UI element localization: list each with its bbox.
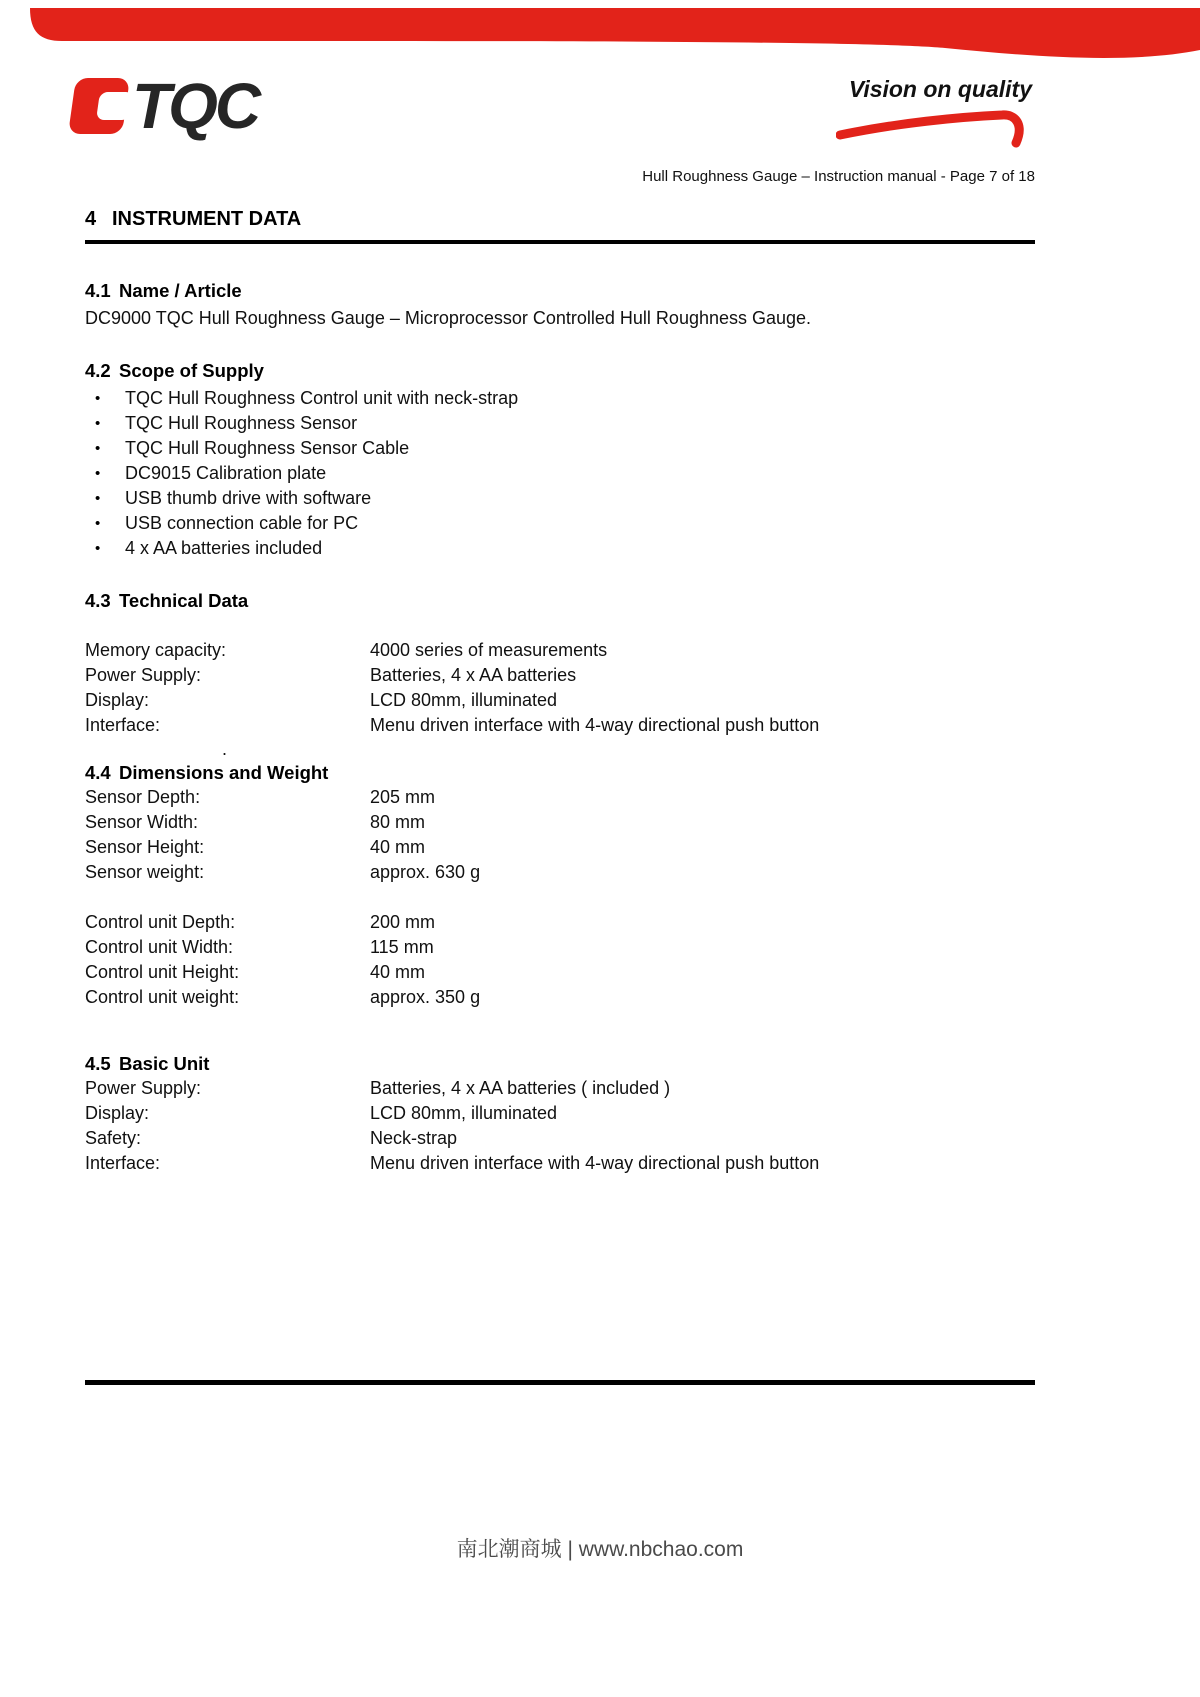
list-item: • USB thumb drive with software [85,486,1035,511]
spec-value: Menu driven interface with 4-way directional push button [370,715,820,735]
subsection-heading-name-article [85,278,1035,303]
spec-value: 115 mm [370,937,434,957]
technical-spec-table [85,638,1035,738]
spec-value: Batteries, 4 x AA batteries [370,665,577,685]
list-item: • TQC Hull Roughness Sensor Cable [85,436,1035,461]
basic-unit-spec-table [85,1076,1035,1176]
spacer [85,1010,1035,1051]
tagline-text: Vision on quality [848,76,1032,102]
spec-label: Display: [85,1103,150,1123]
subsection-title: Scope of Supply [119,360,264,381]
spec-label: Memory capacity: [85,640,227,660]
site-footer-text: 南北潮商城 | www.nbchao.com [456,1538,744,1561]
table-row [85,985,1035,1010]
table-row [85,1126,1035,1151]
list-item: • TQC Hull Roughness Sensor [85,411,1035,436]
tqc-logo-text: TQC [132,70,259,142]
spec-value: Batteries, 4 x AA batteries ( included ) [370,1078,671,1098]
table-row [85,1151,1035,1176]
spec-label: Power Supply: [85,665,202,685]
spec-value: LCD 80mm, illuminated [370,690,558,710]
table-row [85,663,1035,688]
table-row [85,785,1035,810]
spec-label: Interface: [85,1153,161,1173]
tqc-logo-mark-notch [96,92,134,120]
table-row [85,910,1035,935]
list-item: • TQC Hull Roughness Control unit with neck-strap [85,386,1035,411]
spec-value: 4000 series of measurements [370,640,608,660]
spec-label: Sensor Depth: [85,787,201,807]
table-row [85,810,1035,835]
list-item: • 4 x AA batteries included [85,536,1035,561]
spec-value: approx. 350 g [370,987,481,1007]
table-row [85,935,1035,960]
table-row [85,638,1035,663]
tqc-logo [72,70,259,142]
section-title: INSTRUMENT DATA [112,208,302,230]
tagline-swoosh-icon [836,105,1032,149]
name-article-body: DC9000 TQC Hull Roughness Gauge – Microprocessor Controlled Hull Roughness Gauge. [85,308,812,328]
table-row [85,960,1035,985]
subsection-heading-dimensions [85,760,1035,785]
table-row [85,835,1035,860]
table-row [85,860,1035,885]
spec-label: Sensor weight: [85,862,205,882]
spec-label: Control unit Width: [85,937,234,957]
spec-value: 205 mm [370,787,436,807]
subsection-title: Dimensions and Weight [119,762,329,783]
top-banner-shape [0,0,1200,72]
spec-label: Control unit Depth: [85,912,236,932]
scope-list [85,386,1035,561]
table-row [85,1101,1035,1126]
subsection-number: 4.4 [85,762,111,783]
subsection-number: 4.5 [85,1053,111,1074]
subsection-number: 4.2 [85,360,111,381]
content-column [85,207,1035,1176]
spec-value: 80 mm [370,812,426,832]
subsection-heading-basic-unit [85,1051,1035,1076]
spacer [85,885,1035,910]
spec-label: Sensor Width: [85,812,199,832]
sensor-spec-table [85,785,1035,885]
list-item: • USB connection cable for PC [85,511,1035,536]
subsection-number: 4.1 [85,280,111,301]
spacer [85,613,1035,638]
subsection-number: 4.3 [85,590,111,611]
spec-label: Display: [85,690,150,710]
spec-label: Control unit weight: [85,987,240,1007]
spec-value: Menu driven interface with 4-way directional push button [370,1153,820,1173]
spec-value: 40 mm [370,962,426,982]
subsection-title: Basic Unit [119,1053,210,1074]
subsection-heading-technical [85,588,1035,613]
spec-label: Power Supply: [85,1078,202,1098]
spec-value: 40 mm [370,837,426,857]
tagline [812,76,1032,149]
table-row [85,713,1035,738]
list-item: • DC9015 Calibration plate [85,461,1035,486]
spec-value: Neck-strap [370,1128,458,1148]
subsection-title: Technical Data [119,590,249,611]
subsection-heading-scope [85,358,1035,383]
spec-value: LCD 80mm, illuminated [370,1103,558,1123]
spec-label: Interface: [85,715,161,735]
header-note: Hull Roughness Gauge – Instruction manual - Page 7 of 18 [642,168,1035,185]
section-number: 4 [85,208,97,230]
spec-label: Sensor Height: [85,837,205,857]
spec-value: 200 mm [370,912,436,932]
section-heading [85,207,1035,244]
spec-label: Safety: [85,1128,142,1148]
subsection-title: Name / Article [119,280,242,301]
table-row [85,1076,1035,1101]
control-unit-spec-table [85,910,1035,1010]
stray-period: . [222,739,228,759]
spec-value: approx. 630 g [370,862,481,882]
tqc-logo-mark-icon [68,78,130,134]
spec-label: Control unit Height: [85,962,240,982]
table-row [85,688,1035,713]
footer-divider [85,1380,1035,1385]
